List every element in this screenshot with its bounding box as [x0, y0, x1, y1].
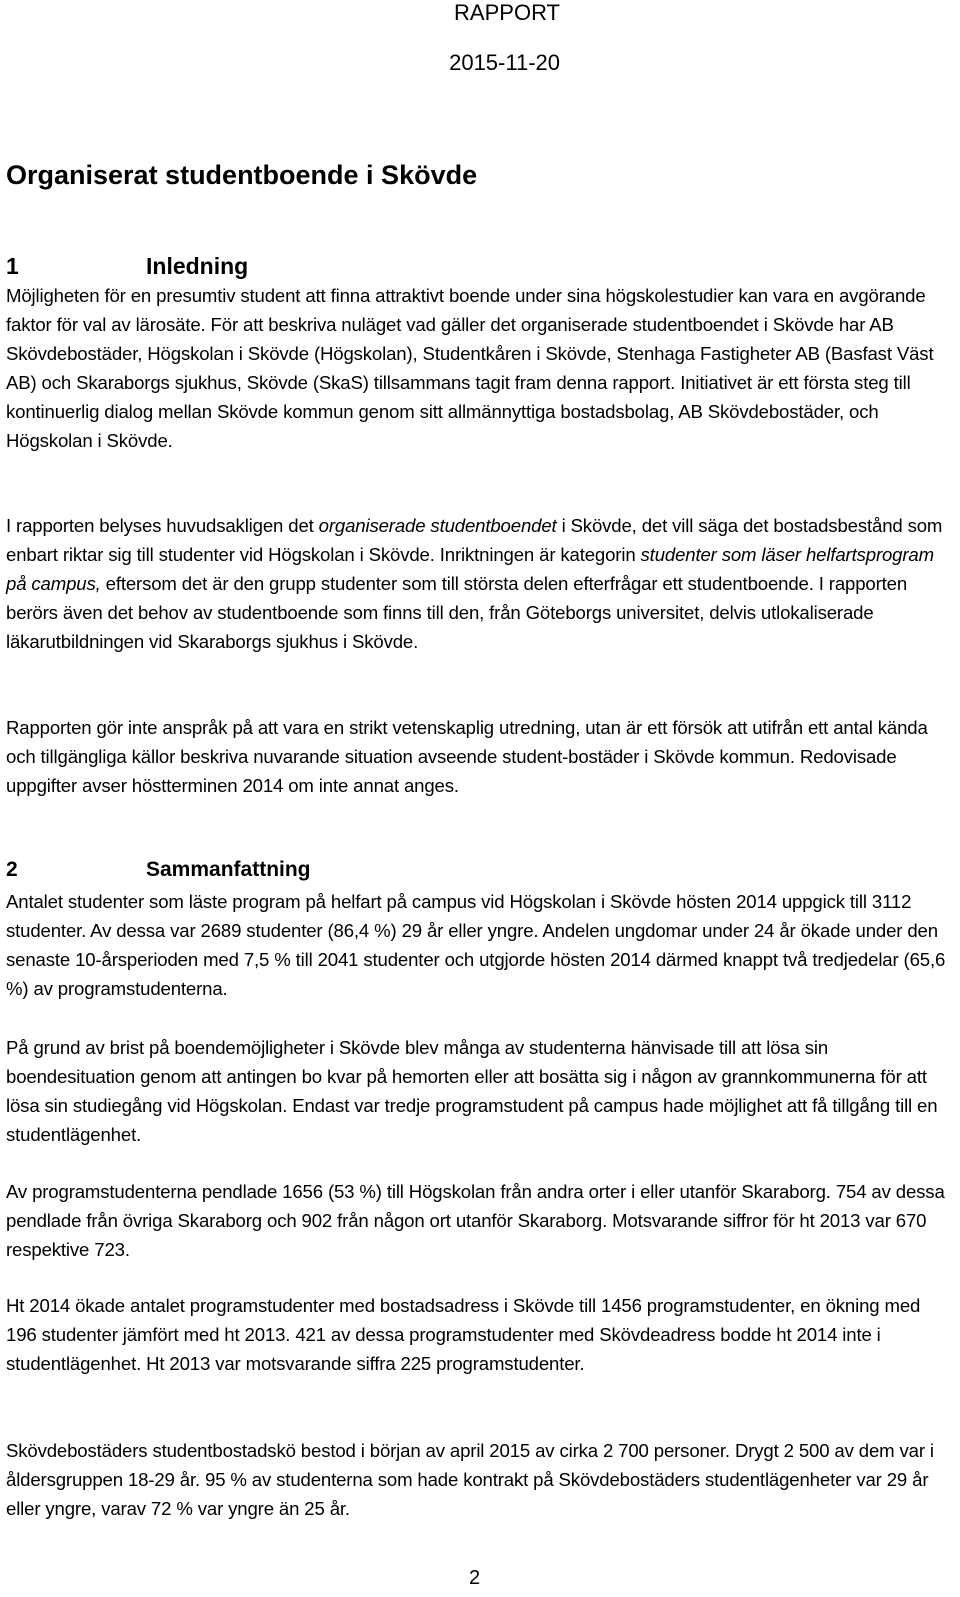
- section-1-paragraph-1: Möjligheten för en presumtiv student att finna attraktivt boende under sina högskolestudier kan vara en avgörande faktor för val av lärosäte. För att beskriva nuläget vad gäller det organiserade studentboendet i Skövde har AB Skövdebostäder, Högskolan i Skövde (Högskolan), Studentkåren i Skövde, Stenhaga Fastigheter AB (Basfast Väst AB) och Skaraborgs sjukhus, Skövde (SkaS) tillsammans tagit fram denna rapport. Initiativet är ett första steg till kontinuerlig dialog mellan Skövde kommun genom sitt allmännyttiga bostadsbolag, AB Skövdebostäder, och Högskolan i Skövde.: [6, 285, 934, 451]
- paragraph-text: i Skövde, det vill säga det bostadsbestånd som enbart riktar sig till studenter vid Högskolan i Skövde. Inriktningen är kategorin: [6, 515, 943, 565]
- emphasis-text: studenter som läser helfartsprogram på campus,: [6, 544, 934, 594]
- section-1-paragraph-2: [6, 511, 950, 656]
- section-2-paragraph-3: Av programstudenterna pendlade 1656 (53 %) till Högskolan från andra orter i eller utanför Skaraborg. 754 av dessa pendlade från övriga Skaraborg och 902 från någon ort utanför Skaraborg. Motsvarande siffror för ht 2013 var 670 respektive 723.: [6, 1181, 945, 1260]
- section-1-paragraph-3: Rapporten gör inte anspråk på att vara en strikt vetenskaplig utredning, utan är ett försök att utifrån ett antal kända och tillgängliga källor beskriva nuvarande situation avseende student-bostäder i Skövde kommun. Redovisade uppgifter avser höstterminen 2014 om inte annat anges.: [6, 717, 928, 796]
- section-2-paragraph-4: Ht 2014 ökade antalet programstudenter med bostadsadress i Skövde till 1456 programstudenter, en ökning med 196 studenter jämfört med ht 2013. 421 av dessa programstudenter med Skövdeadress bodde ht 2014 inte i studentlägenhet. Ht 2013 var motsvarande siffra 225 programstudenter.: [6, 1295, 921, 1374]
- section-2-title: Sammanfattning: [146, 858, 311, 881]
- section-2-paragraph-5: Skövdebostäders studentbostadskö bestod i början av april 2015 av cirka 2 700 personer. Drygt 2 500 av dem var i åldersgruppen 18-29 år. 95 % av studenterna som hade kontrakt på Skövdebostäders studentlägenheter var 29 år eller yngre, varav 72 % var yngre än 25 år.: [6, 1440, 934, 1519]
- section-2-heading: [6, 858, 311, 882]
- header-date: 2015-11-20: [449, 50, 560, 75]
- header-report-label: RAPPORT: [454, 0, 560, 25]
- section-2-number: 2: [6, 858, 18, 881]
- page-number: 2: [469, 1567, 481, 1589]
- section-2-paragraph-1: Antalet studenter som läste program på helfart på campus vid Högskolan i Skövde hösten 2014 uppgick till 3112 studenter. Av dessa var 2689 studenter (86,4 %) 29 år eller yngre. Andelen ungdomar under 24 år ökade under den senaste 10-årsperioden med 7,5 % till 2041 studenter och utgjorde hösten 2014 därmed knappt två tredjedelar (65,6 %) av programstudenterna.: [6, 891, 946, 999]
- document-title: Organiserat studentboende i Skövde: [6, 160, 478, 190]
- emphasis-text: organiserade studentboendet: [318, 515, 557, 536]
- section-1-heading: [6, 253, 248, 280]
- section-1-title: Inledning: [146, 253, 249, 279]
- section-2-paragraph-2: På grund av brist på boendemöjligheter i Skövde blev många av studenterna hänvisade till att lösa sin boendesituation genom att antingen bo kvar på hemorten eller att bosätta sig i någon av grannkommunerna för att lösa sin studiegång vid Högskolan. Endast var tredje programstudent på campus hade möjlighet att få tillgång till en studentlägenhet.: [6, 1037, 938, 1145]
- section-1-number: 1: [6, 253, 19, 279]
- paragraph-text: eftersom det är den grupp studenter som till största delen efterfrågar ett studentboende. I rapporten berörs även det behov av studentboende som finns till den, från Göteborgs universitet, delvis utlokaliserade läkarutbildningen vid Skaraborgs sjukhus i Skövde.: [6, 573, 908, 652]
- paragraph-text: I rapporten belyses huvudsakligen det: [6, 515, 319, 536]
